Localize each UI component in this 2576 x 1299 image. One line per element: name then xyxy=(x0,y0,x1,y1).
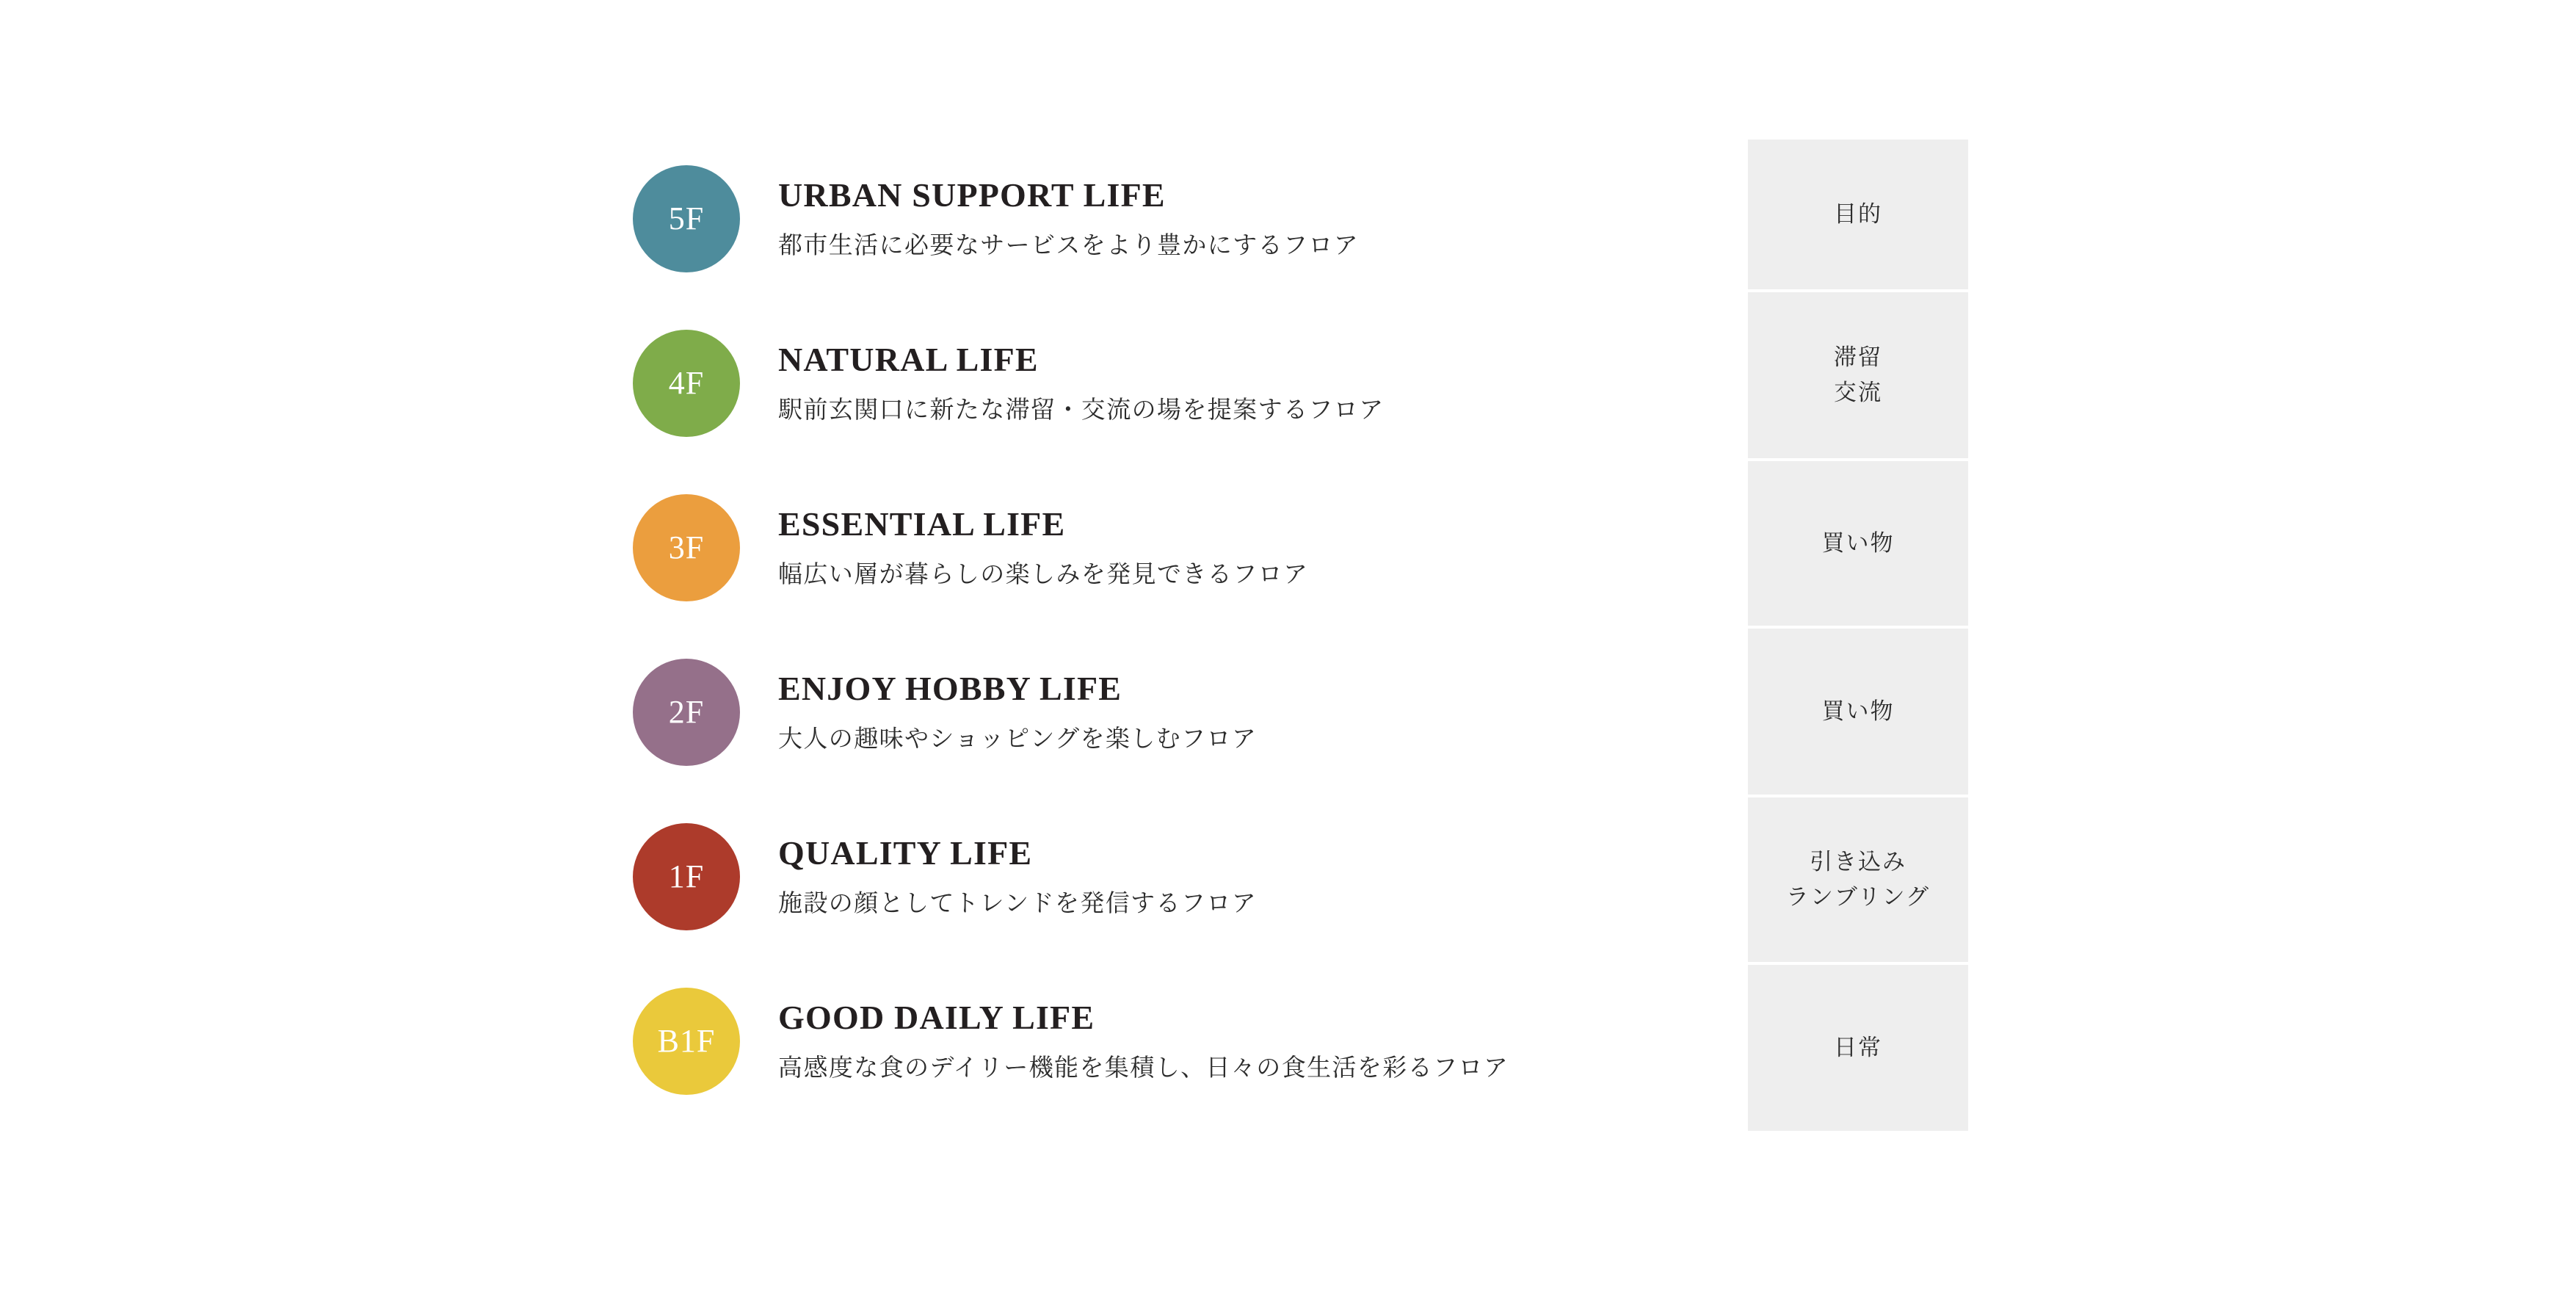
category-tag xyxy=(1748,292,1968,458)
category-tag-line: 買い物 xyxy=(1821,529,1895,556)
floor-badge-2f: 2F xyxy=(633,659,740,766)
floor-badge-b1f: B1F xyxy=(633,988,740,1095)
category-tag-line: 目的 xyxy=(1834,200,1882,227)
category-tag-line: 買い物 xyxy=(1821,698,1895,724)
category-tag-line: 日常 xyxy=(1834,1034,1882,1060)
floor-description: 駅前玄関口に新たな滞留・交流の場を提案するフロア xyxy=(778,397,1385,424)
floor-badge-5f: 5F xyxy=(633,165,740,272)
floor-title: URBAN SUPPORT LIFE xyxy=(778,176,1166,214)
floor-title: QUALITY LIFE xyxy=(778,834,1033,872)
floor-title: ENJOY HOBBY LIFE xyxy=(778,670,1122,708)
floor-badge-1f: 1F xyxy=(633,823,740,930)
floor-title: GOOD DAILY LIFE xyxy=(778,999,1095,1037)
floor-description: 高感度な食のデイリー機能を集積し、日々の食生活を彩るフロア xyxy=(778,1054,1509,1082)
category-tag-column xyxy=(1748,140,1968,1134)
category-tag xyxy=(1748,140,1968,289)
category-tag-line: 交流 xyxy=(1834,380,1882,405)
floor-badge-4f: 4F xyxy=(633,330,740,437)
floor-description: 施設の顔としてトレンドを発信するフロア xyxy=(778,890,1258,917)
floor-description: 都市生活に必要なサービスをより豊かにするフロア xyxy=(778,232,1360,259)
category-tag xyxy=(1748,461,1968,626)
floor-description: 幅広い層が暮らしの楽しみを発見できるフロア xyxy=(778,561,1309,588)
floor-title: NATURAL LIFE xyxy=(778,341,1039,379)
category-tag-line: 滞留 xyxy=(1834,344,1882,370)
floor-title: ESSENTIAL LIFE xyxy=(778,505,1066,543)
category-tag xyxy=(1748,797,1968,962)
floor-description: 大人の趣味やショッピングを楽しむフロア xyxy=(778,726,1258,753)
category-tag xyxy=(1748,965,1968,1131)
floor-badge-3f: 3F xyxy=(633,494,740,601)
category-tag-line: 引き込み xyxy=(1810,848,1906,875)
category-tag xyxy=(1748,629,1968,795)
category-tag-line: ランブリング xyxy=(1785,884,1931,910)
